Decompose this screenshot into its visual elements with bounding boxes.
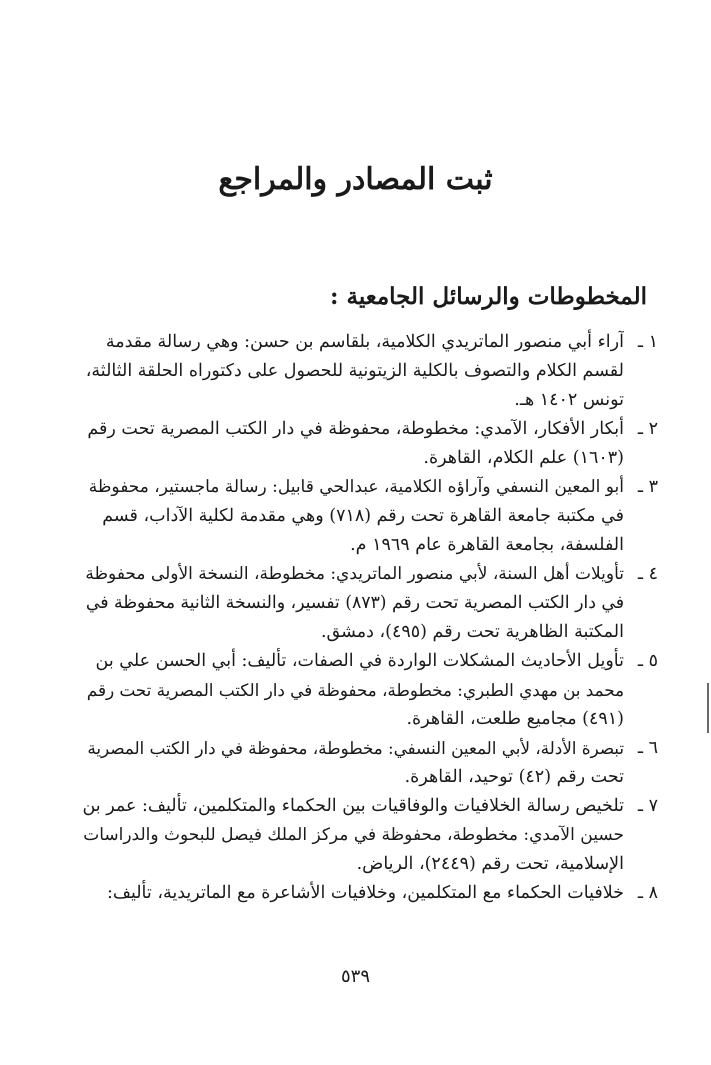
entry-line: أبكار الأفكار، الآمدي: مخطوطة، محفوظة في دار الكتب المصرية تحت رقم (87, 419, 624, 439)
reference-entry (82, 328, 658, 415)
entry-line: الإسلامية، تحت رقم (٢٤٤٩)، الرياض. (356, 854, 624, 874)
reference-entry (82, 792, 658, 879)
entry-line: تحت رقم (٤٢) توحيد، القاهرة. (404, 767, 624, 787)
entry-line: تبصرة الأدلة، لأبي المعين النسفي: مخطوطة، محفوظة في دار الكتب المصرية (87, 738, 624, 758)
entry-number: ٤ ـ (637, 564, 658, 584)
entry-number: ٥ ـ (637, 651, 658, 671)
entry-line: تأويل الأحاديث المشكلات الواردة في الصفات، تأليف: أبي الحسن علي بن (95, 651, 624, 671)
entry-line: محمد بن مهدي الطبري: مخطوطة، محفوظة في دار الكتب المصرية تحت رقم (86, 680, 624, 700)
reference-entry (82, 560, 658, 647)
section-heading: المخطوطات والرسائل الجامعية : (329, 283, 647, 310)
reference-entry (82, 734, 658, 792)
entry-line: المكتبة الظاهرية تحت رقم (٤٩٥)، دمشق. (320, 622, 624, 642)
entry-line: تلخيص رسالة الخلافيات والوفاقيات بين الحكماء والمتكلمين، تأليف: عمر بن (82, 796, 624, 816)
entry-line: حسين الآمدي: مخطوطة، محفوظة في مركز الملك فيصل للبحوث والدراسات (83, 825, 624, 845)
entry-number: ٧ ـ (637, 796, 658, 816)
entry-line: تأويلات أهل السنة، لأبي منصور الماتريدي: مخطوطة، النسخة الأولى محفوظة (85, 564, 624, 584)
entry-number: ٢ ـ (637, 419, 658, 439)
page-title: ثبت المصادر والمراجع (218, 162, 493, 197)
reference-list (82, 328, 658, 908)
entry-line: لقسم الكلام والتصوف بالكلية الزيتونية للحصول على دكتوراه الحلقة الثالثة، (85, 361, 624, 381)
entry-line: تونس ١٤٠٢ هـ. (514, 390, 624, 410)
entry-number: ٦ ـ (637, 738, 658, 758)
reference-entry (82, 647, 658, 734)
entry-number: ٨ ـ (637, 883, 658, 903)
entry-line: في دار الكتب المصرية تحت رقم (٨٧٣) تفسير، والنسخة الثانية محفوظة في (85, 593, 624, 613)
page-number: ٥٣٩ (340, 966, 370, 987)
entry-line: آراء أبي منصور الماتريدي الكلامية، بلقاسم بن حسن: وهي رسالة مقدمة (105, 332, 624, 352)
reference-entry (82, 879, 658, 908)
entry-line: خلافيات الحكماء مع المتكلمين، وخلافيات الأشاعرة مع الماتريدية، تأليف: (106, 883, 624, 903)
entry-line: في مكتبة جامعة القاهرة تحت رقم (٧١٨) وهي مقدمة لكلية الآداب، قسم (102, 506, 624, 526)
entry-line: الفلسفة، بجامعة القاهرة عام ١٩٦٩ م. (350, 535, 624, 555)
page-edge-mark (707, 683, 709, 733)
entry-line: أبو المعين النسفي وآراؤه الكلامية، عبدالحي قابيل: رسالة ماجستير، محفوظة (88, 477, 624, 497)
reference-entry (82, 473, 658, 560)
entry-line: (١٦٠٣) علم الكلام، القاهرة. (423, 448, 624, 468)
entry-line: (٤٩١) مجاميع طلعت، القاهرة. (406, 709, 624, 729)
reference-entry (82, 415, 658, 473)
entry-number: ١ ـ (637, 332, 658, 352)
entry-number: ٣ ـ (637, 477, 658, 497)
